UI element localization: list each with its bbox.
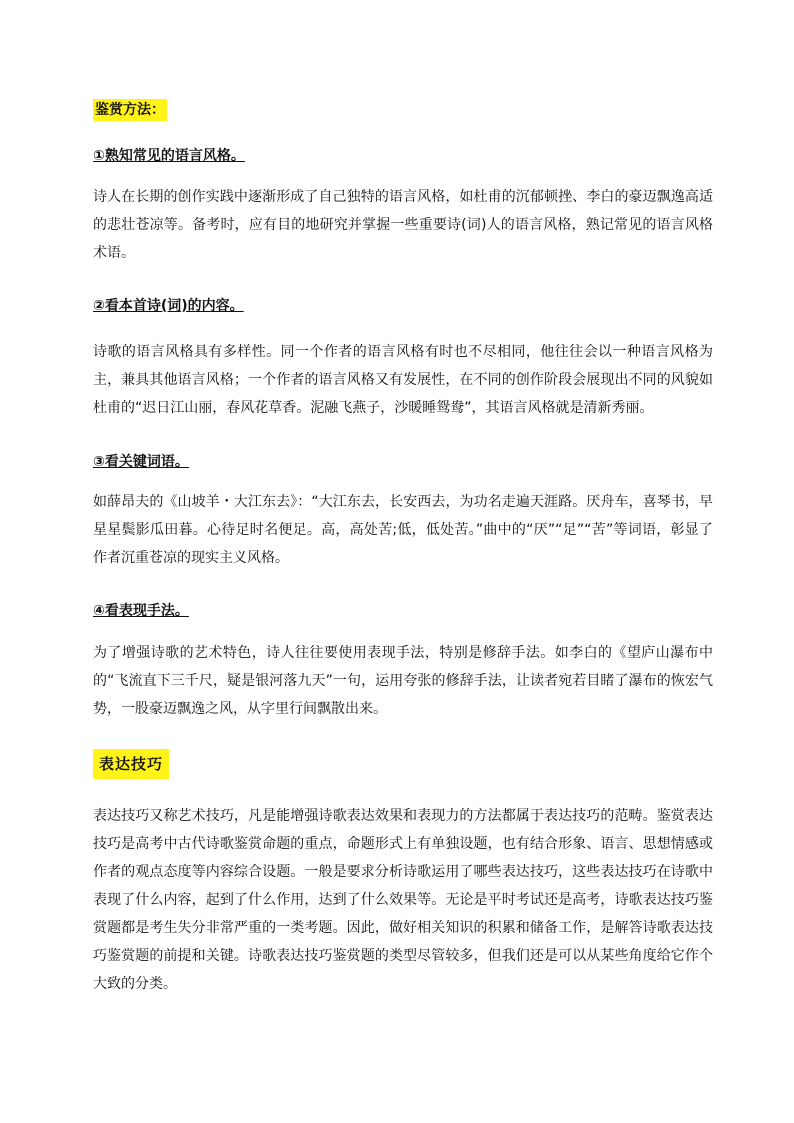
item-3: [93, 451, 713, 473]
item-title: ④看表现手法。: [93, 603, 189, 619]
section-heading-methods: [93, 99, 713, 121]
paragraph: 表达技巧又称艺术技巧，凡是能增强诗歌表达效果和表现力的方法都属于表达技巧的范畴。鉴赏表达技巧是高考中古代诗歌鉴赏命题的重点，命题形式上有单独设题，也有结合形象、语言、思想情感或作者的观点态度等内容综合设题。一般是要求分析诗歌运用了哪些表达技巧，这些表达技巧在诗歌中表现了什么内容，起到了什么作用，达到了什么效果等。无论是平时考试还是高考，诗歌表达技巧鉴赏题都是考生失分非常严重的一类考题。因此，做好相关知识的积累和储备工作，是解答诗歌表达技巧鉴赏题的前提和关键。诗歌表达技巧鉴赏题的类型尽管较多，但我们还是可以从某些角度给它作个大致的分类。: [93, 808, 713, 992]
highlighted-heading: 表达技巧: [93, 749, 169, 779]
item-1: [93, 145, 713, 167]
item-title: ③看关键词语。: [93, 454, 189, 470]
paragraph: 如薛昂夫的《山坡羊・大江东去》：“大江东去，长安西去，为功名走遍天涯路。厌舟车，喜琴书，早星星鬓影瓜田暮。心待足时名便足。高，高处苦;低，低处苦。”曲中的“厌”“足”“苦”等词语，彰显了作者沉重苍凉的现实主义风格。: [93, 494, 713, 566]
item-4-body: [93, 639, 713, 723]
item-4: [93, 600, 713, 622]
item-1-body: [93, 183, 713, 267]
highlighted-heading: 鉴赏方法：: [93, 99, 167, 121]
item-title: ②看本首诗(词)的内容。: [93, 298, 244, 314]
item-2: [93, 295, 713, 317]
section-heading-techniques: [93, 749, 713, 779]
item-3-body: [93, 488, 713, 572]
item-title: ①熟知常见的语言风格。: [93, 148, 245, 164]
paragraph: 诗歌的语言风格具有多样性。同一个作者的语言风格有时也不尽相同，他往往会以一种语言风格为主，兼具其他语言风格；一个作者的语言风格又有发展性，在不同的创作阶段会展现出不同的风貌如杜甫的“迟日江山丽，春风花草香。泥融飞燕子，沙暖睡鸳鸯”，其语言风格就是清新秀丽。: [93, 344, 713, 416]
item-2-body: [93, 338, 713, 422]
paragraph: 为了增强诗歌的艺术特色，诗人往往要使用表现手法，特别是修辞手法。如李白的《望庐山瀑布中的“飞流直下三千尺，疑是银河落九天”一句，运用夸张的修辞手法，让读者宛若目睹了瀑布的恢宏气势，一股豪迈飘逸之风，从字里行间飘散出来。: [93, 645, 713, 717]
section-2-body: [93, 802, 713, 998]
paragraph: 诗人在长期的创作实践中逐渐形成了自己独特的语言风格，如杜甫的沉郁顿挫、李白的豪迈飘逸高适的悲壮苍凉等。备考时，应有目的地研究并掌握一些重要诗(词)人的语言风格，熟记常见的语言风格术语。: [93, 189, 713, 261]
